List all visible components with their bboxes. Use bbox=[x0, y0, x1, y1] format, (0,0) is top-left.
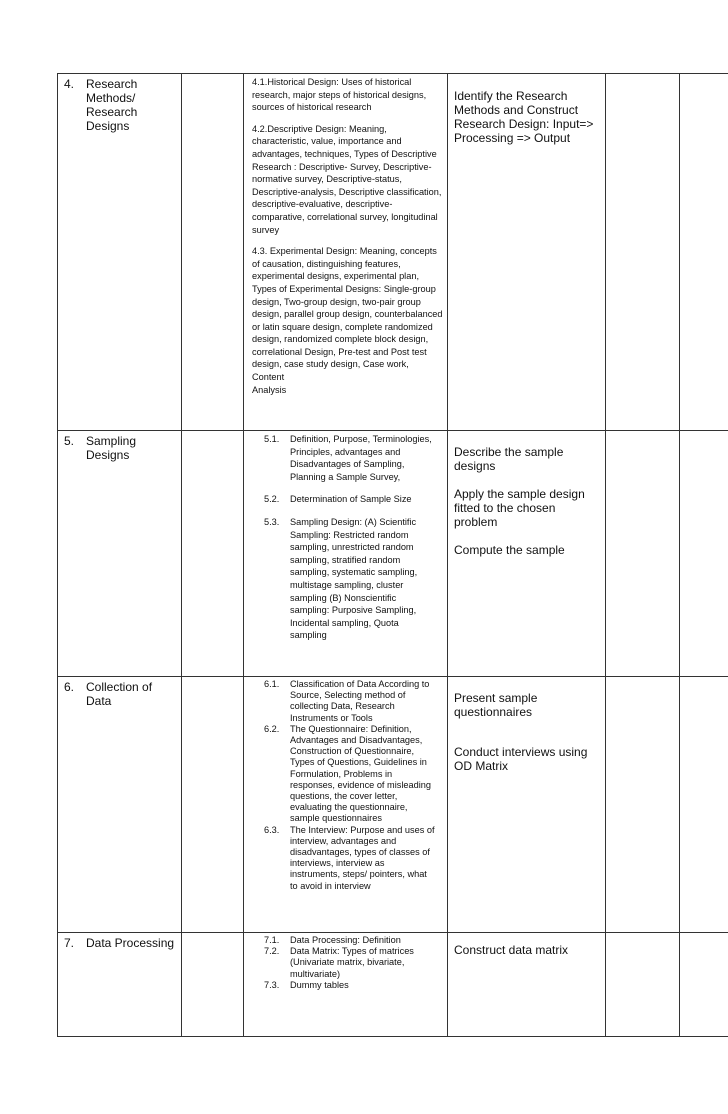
subtopic-line: (Univariate matrix, bivariate, bbox=[290, 957, 405, 968]
topic-cell bbox=[58, 431, 182, 677]
content-line: normative survey, Descriptive-status, bbox=[252, 174, 402, 185]
topic-number: 7. bbox=[64, 936, 75, 950]
content-line: design, randomized complete block design, bbox=[252, 334, 429, 345]
subtopic-line: Definition, Purpose, Terminologies, bbox=[290, 434, 432, 444]
subtopic-number: 7.3. bbox=[264, 979, 280, 990]
empty-cell bbox=[606, 431, 680, 677]
content-line: design, Two-group design, two-pair group bbox=[252, 296, 421, 307]
topic-line: Collection of bbox=[86, 680, 153, 694]
content-paragraph bbox=[252, 123, 443, 236]
subtopic-line: Instruments or Tools bbox=[290, 712, 373, 723]
subtopic-line: Principles, advantages and bbox=[290, 446, 401, 457]
objectives-cell bbox=[448, 933, 606, 1037]
objective-text bbox=[454, 691, 601, 719]
subtopic bbox=[264, 724, 443, 825]
subtopic-line: responses, evidence of misleading bbox=[290, 779, 431, 790]
subtopic-line: sampling bbox=[290, 630, 327, 641]
topic-title bbox=[86, 680, 181, 708]
subtopic-line: interviews, interview as bbox=[290, 858, 385, 869]
subtopic-line: sampling, stratified random bbox=[290, 554, 401, 565]
subtopic-line: Data Processing: Definition bbox=[290, 935, 401, 945]
objectives-cell bbox=[448, 431, 606, 677]
subtopic-line: multistage sampling, cluster bbox=[290, 579, 404, 590]
subtopic-line: collecting Data, Research bbox=[290, 701, 395, 712]
table-row bbox=[58, 677, 728, 933]
subtopic bbox=[264, 433, 443, 483]
subtopic-number: 5.1. bbox=[264, 434, 280, 444]
objective-line: Methods and Construct bbox=[454, 103, 579, 117]
subtopic-line: Determination of Sample Size bbox=[290, 494, 412, 505]
objective-line: problem bbox=[454, 515, 498, 529]
subtopic-line: to avoid in interview bbox=[290, 880, 371, 891]
subtopic-line: Incidental sampling, Quota bbox=[290, 617, 399, 628]
objective-line: OD Matrix bbox=[454, 759, 508, 773]
empty-cell bbox=[606, 74, 680, 431]
topic-title bbox=[86, 77, 181, 133]
objectives-cell bbox=[448, 74, 606, 431]
content-line: 4.2.Descriptive Design: Meaning, bbox=[252, 123, 387, 134]
topic-line: Data bbox=[86, 694, 112, 708]
content-line: advantages, techniques, Types of Descriptive bbox=[252, 148, 437, 159]
subtopic bbox=[264, 935, 443, 946]
objective-line: Processing => Output bbox=[454, 131, 571, 145]
objective-line: fitted to the chosen bbox=[454, 501, 556, 515]
subtopic-number: 6.2. bbox=[264, 723, 280, 734]
subtopic bbox=[264, 493, 443, 506]
objective-text bbox=[454, 943, 601, 957]
objectives-cell bbox=[448, 677, 606, 933]
subtopic-number: 7.1. bbox=[264, 935, 280, 945]
subtopic bbox=[264, 980, 443, 991]
empty-cell bbox=[680, 677, 728, 933]
subtopic-number: 5.2. bbox=[264, 494, 280, 505]
table-row bbox=[58, 933, 728, 1037]
topic-number: 5. bbox=[64, 434, 75, 448]
empty-cell bbox=[182, 74, 244, 431]
subtopic-line: sample questionnaires bbox=[290, 813, 382, 824]
subtopic-line: disadvantages, types of classes of bbox=[290, 847, 430, 858]
objective-line: questionnaires bbox=[454, 705, 533, 719]
subtopic-line: evaluating the questionnaire, bbox=[290, 802, 408, 813]
empty-cell bbox=[680, 431, 728, 677]
topic-title bbox=[86, 936, 181, 950]
content-line: experimental designs, experimental plan, bbox=[252, 271, 419, 282]
subtopic-line: Data Matrix: Types of matrices bbox=[290, 946, 414, 957]
content-line: comparative, correlational survey, longitudinal bbox=[252, 211, 438, 222]
subtopic bbox=[264, 679, 443, 724]
subtopic-line: multivariate) bbox=[290, 968, 341, 979]
content-line: design, case study design, Case work, Content bbox=[252, 359, 409, 383]
empty-cell bbox=[680, 933, 728, 1037]
subtopic-line: Formulation, Problems in bbox=[290, 768, 393, 779]
subtopic-line: sampling: Purposive Sampling, bbox=[290, 605, 417, 616]
subtopic-line: instruments, steps/ pointers, what bbox=[290, 869, 427, 880]
content-line: of causation, distinguishing features, bbox=[252, 258, 401, 269]
content-paragraph bbox=[252, 245, 443, 396]
subtopic-number: 7.2. bbox=[264, 946, 280, 957]
content-cell bbox=[244, 677, 448, 933]
objective-line: designs bbox=[454, 459, 496, 473]
topic-line: Research bbox=[86, 77, 138, 91]
content-line: sources of historical research bbox=[252, 102, 372, 113]
content-line: 4.1.Historical Design: Uses of historical bbox=[252, 77, 412, 87]
objective-line: Apply the sample design bbox=[454, 487, 585, 501]
objective-text bbox=[454, 543, 601, 557]
topic-cell bbox=[58, 74, 182, 431]
content-cell bbox=[244, 431, 448, 677]
objective-line: Research Design: Input=> bbox=[454, 117, 594, 131]
subtopic-line: The Questionnaire: Definition, bbox=[290, 723, 412, 734]
subtopic-line: The Interview: Purpose and uses of bbox=[290, 824, 435, 835]
content-cell bbox=[244, 933, 448, 1037]
content-line: 4.3. Experimental Design: Meaning, concepts bbox=[252, 246, 437, 257]
topic-line: Sampling bbox=[86, 434, 137, 448]
subtopic-line: Dummy tables bbox=[290, 979, 349, 990]
empty-cell bbox=[606, 677, 680, 933]
topic-cell bbox=[58, 933, 182, 1037]
subtopic-number: 6.1. bbox=[264, 679, 280, 689]
objective-text bbox=[454, 487, 601, 529]
table-row bbox=[58, 74, 728, 431]
objective-text bbox=[454, 445, 601, 473]
subtopic bbox=[264, 946, 443, 980]
content-line: Research : Descriptive- Survey, Descriptive- bbox=[252, 161, 432, 172]
subtopic-line: Disadvantages of Sampling, bbox=[290, 459, 405, 470]
subtopic-line: questions, the cover letter, bbox=[290, 791, 398, 802]
topic-line: Methods/ bbox=[86, 91, 136, 105]
subtopic-line: Sampling Design: (A) Scientific bbox=[290, 516, 417, 527]
objective-line: Conduct interviews using bbox=[454, 745, 588, 759]
topic-title bbox=[86, 434, 181, 462]
content-line: survey bbox=[252, 224, 280, 235]
objective-line: Present sample bbox=[454, 691, 538, 705]
topic-cell bbox=[58, 677, 182, 933]
content-line: correlational Design, Pre-test and Post test bbox=[252, 346, 427, 357]
topic-line: Designs bbox=[86, 448, 130, 462]
subtopic-line: Construction of Questionnaire, bbox=[290, 746, 415, 757]
subtopic-number: 5.3. bbox=[264, 516, 280, 527]
subtopic-line: sampling (B) Nonscientific bbox=[290, 592, 397, 603]
topic-number: 4. bbox=[64, 77, 75, 91]
content-line: descriptive-evaluative, descriptive- bbox=[252, 199, 393, 210]
objective-line: Compute the sample bbox=[454, 543, 565, 557]
content-line: characteristic, value, importance and bbox=[252, 136, 402, 147]
empty-cell bbox=[182, 933, 244, 1037]
content-line: Analysis bbox=[252, 384, 287, 395]
empty-cell bbox=[182, 677, 244, 933]
content-line: Descriptive-analysis, Descriptive classification, bbox=[252, 186, 442, 197]
subtopic-line: Planning a Sample Survey, bbox=[290, 471, 401, 482]
subtopic-line: Advantages and Disadvantages, bbox=[290, 735, 423, 746]
empty-cell bbox=[182, 431, 244, 677]
subtopic bbox=[264, 825, 443, 892]
subtopic-line: Types of Questions, Guidelines in bbox=[290, 757, 427, 768]
content-line: research, major steps of historical designs, bbox=[252, 89, 427, 100]
objective-line: Describe the sample bbox=[454, 445, 564, 459]
subtopic-line: Source, Selecting method of bbox=[290, 690, 406, 701]
topic-line: Research bbox=[86, 105, 138, 119]
subtopic-line: Classification of Data According to bbox=[290, 679, 430, 689]
content-line: or latin square design, complete randomized bbox=[252, 321, 433, 332]
empty-cell bbox=[606, 933, 680, 1037]
empty-cell bbox=[680, 74, 728, 431]
subtopic-line: Sampling: Restricted random bbox=[290, 529, 409, 540]
subtopic-line: interview, advantages and bbox=[290, 835, 397, 846]
topic-line: Data Processing bbox=[86, 936, 175, 950]
objective-line: Identify the Research bbox=[454, 89, 568, 103]
subtopic-number: 6.3. bbox=[264, 824, 280, 835]
subtopic-line: sampling, unrestricted random bbox=[290, 542, 414, 553]
subtopic-line: sampling, systematic sampling, bbox=[290, 567, 418, 578]
topic-number: 6. bbox=[64, 680, 75, 694]
objective-line: Construct data matrix bbox=[454, 943, 569, 957]
content-line: design, parallel group design, counterbalanced bbox=[252, 309, 443, 320]
topic-line: Designs bbox=[86, 119, 130, 133]
table-row bbox=[58, 431, 728, 677]
content-line: Types of Experimental Designs: Single-group bbox=[252, 283, 436, 294]
subtopic bbox=[264, 516, 443, 642]
objective-text bbox=[454, 745, 601, 773]
content-paragraph bbox=[252, 76, 443, 114]
objective-text bbox=[454, 89, 601, 145]
content-cell bbox=[244, 74, 448, 431]
syllabus-table bbox=[57, 73, 728, 1037]
